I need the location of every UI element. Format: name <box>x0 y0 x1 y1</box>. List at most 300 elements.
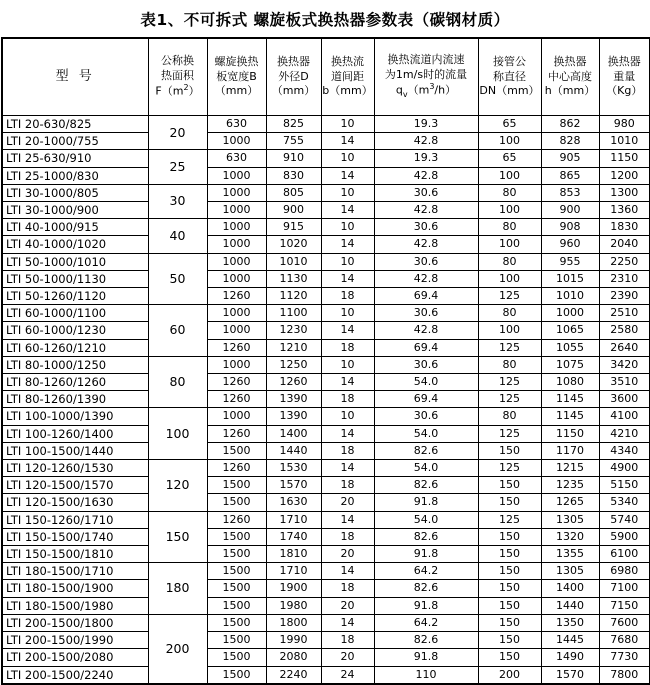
cell-weight: 7100 <box>599 580 650 597</box>
cell-plate-width: 1260 <box>207 374 266 391</box>
table-row <box>2 580 650 597</box>
cell-flow-rate: 82.6 <box>374 442 478 459</box>
cell-outer-diameter: 915 <box>266 219 321 236</box>
cell-channel-gap: 10 <box>321 305 374 322</box>
header-row <box>2 38 650 116</box>
table-row <box>2 546 650 563</box>
cell-outer-diameter: 1120 <box>266 288 321 305</box>
cell-plate-width: 1260 <box>207 339 266 356</box>
table-row <box>2 649 650 666</box>
cell-center-height: 1235 <box>541 477 599 494</box>
cell-nozzle-dn: 80 <box>478 184 541 201</box>
cell-outer-diameter: 900 <box>266 202 321 219</box>
cell-outer-diameter: 1810 <box>266 546 321 563</box>
cell-model: LTI 150-1260/1710 <box>2 511 148 528</box>
cell-center-height: 1265 <box>541 494 599 511</box>
cell-weight: 1150 <box>599 150 650 167</box>
cell-outer-diameter: 910 <box>266 150 321 167</box>
cell-flow-rate: 42.8 <box>374 202 478 219</box>
cell-flow-rate: 54.0 <box>374 511 478 528</box>
cell-plate-width: 1000 <box>207 356 266 373</box>
header-line: $F(m^2)$ <box>155 83 200 99</box>
cell-model: LTI 200-1500/1800 <box>2 614 148 631</box>
cell-model: LTI 50-1260/1120 <box>2 288 148 305</box>
cell-weight: 5900 <box>599 528 650 545</box>
cell-flow-rate: 30.6 <box>374 184 478 201</box>
cell-weight: 5150 <box>599 477 650 494</box>
cell-plate-width: 1260 <box>207 460 266 477</box>
cell-nozzle-dn: 150 <box>478 597 541 614</box>
cell-outer-diameter: 1900 <box>266 580 321 597</box>
cell-nozzle-dn: 150 <box>478 494 541 511</box>
cell-flow-rate: 110 <box>374 666 478 684</box>
cell-channel-gap: 14 <box>321 460 374 477</box>
header-line: 热面积 <box>161 68 194 82</box>
header-line: b（mm） <box>322 84 373 98</box>
cell-weight: 7800 <box>599 666 650 684</box>
cell-nozzle-dn: 100 <box>478 202 541 219</box>
cell-model: LTI 150-1500/1810 <box>2 546 148 563</box>
cell-weight: 980 <box>599 116 650 133</box>
header-line: 换热流道内流速 <box>387 53 465 67</box>
cell-center-height: 1400 <box>541 580 599 597</box>
cell-model: LTI 120-1260/1530 <box>2 460 148 477</box>
cell-center-height: 1010 <box>541 288 599 305</box>
cell-nozzle-dn: 80 <box>478 305 541 322</box>
cell-model: LTI 180-1500/1980 <box>2 597 148 614</box>
cell-center-height: 1350 <box>541 614 599 631</box>
header-line: 型 号 <box>55 69 95 85</box>
cell-model: LTI 60-1000/1100 <box>2 305 148 322</box>
cell-channel-gap: 18 <box>321 477 374 494</box>
cell-model: LTI 30-1000/900 <box>2 202 148 219</box>
cell-model: LTI 120-1500/1630 <box>2 494 148 511</box>
cell-plate-width: 1000 <box>207 202 266 219</box>
cell-area: 200 <box>148 614 207 683</box>
cell-channel-gap: 20 <box>321 649 374 666</box>
cell-plate-width: 1000 <box>207 184 266 201</box>
cell-model: LTI 200-1500/2240 <box>2 666 148 684</box>
cell-outer-diameter: 1020 <box>266 236 321 253</box>
cell-flow-rate: 64.2 <box>374 563 478 580</box>
cell-nozzle-dn: 150 <box>478 528 541 545</box>
cell-model: LTI 40-1000/915 <box>2 219 148 236</box>
table-row <box>2 460 650 477</box>
header-center-height <box>541 38 599 116</box>
cell-nozzle-dn: 125 <box>478 425 541 442</box>
cell-area: 180 <box>148 563 207 615</box>
cell-model: LTI 60-1260/1210 <box>2 339 148 356</box>
cell-outer-diameter: 1230 <box>266 322 321 339</box>
cell-center-height: 908 <box>541 219 599 236</box>
cell-weight: 3510 <box>599 374 650 391</box>
cell-center-height: 905 <box>541 150 599 167</box>
cell-nozzle-dn: 150 <box>478 563 541 580</box>
cell-outer-diameter: 755 <box>266 133 321 150</box>
cell-area: 50 <box>148 253 207 305</box>
cell-weight: 7680 <box>599 632 650 649</box>
cell-model: LTI 200-1500/1990 <box>2 632 148 649</box>
cell-center-height: 1440 <box>541 597 599 614</box>
cell-area: 20 <box>148 116 207 150</box>
cell-flow-rate: 30.6 <box>374 305 478 322</box>
header-outer-diameter <box>266 38 321 116</box>
cell-plate-width: 1000 <box>207 133 266 150</box>
cell-channel-gap: 14 <box>321 614 374 631</box>
cell-center-height: 853 <box>541 184 599 201</box>
header-line: 外径D <box>278 69 309 83</box>
table-row <box>2 408 650 425</box>
header-line: DN（mm） <box>479 84 540 98</box>
cell-center-height: 955 <box>541 253 599 270</box>
cell-area: 150 <box>148 511 207 563</box>
cell-plate-width: 630 <box>207 116 266 133</box>
cell-flow-rate: 82.6 <box>374 632 478 649</box>
cell-weight: 6980 <box>599 563 650 580</box>
cell-channel-gap: 14 <box>321 167 374 184</box>
cell-center-height: 1445 <box>541 632 599 649</box>
cell-nozzle-dn: 65 <box>478 150 541 167</box>
cell-nozzle-dn: 125 <box>478 391 541 408</box>
cell-channel-gap: 14 <box>321 511 374 528</box>
cell-weight: 4100 <box>599 408 650 425</box>
cell-outer-diameter: 1390 <box>266 391 321 408</box>
cell-plate-width: 1000 <box>207 167 266 184</box>
cell-area: 40 <box>148 219 207 253</box>
cell-weight: 2510 <box>599 305 650 322</box>
header-line: 换热器 <box>277 55 310 69</box>
spec-table <box>1 37 650 685</box>
cell-center-height: 1570 <box>541 666 599 684</box>
cell-area: 30 <box>148 184 207 218</box>
cell-channel-gap: 18 <box>321 580 374 597</box>
table-row <box>2 270 650 287</box>
cell-center-height: 1145 <box>541 408 599 425</box>
cell-flow-rate: 30.6 <box>374 408 478 425</box>
header-line: h（mm） <box>544 84 596 98</box>
cell-model: LTI 180-1500/1900 <box>2 580 148 597</box>
cell-model: LTI 25-1000/830 <box>2 167 148 184</box>
table-row <box>2 614 650 631</box>
cell-outer-diameter: 1800 <box>266 614 321 631</box>
cell-channel-gap: 18 <box>321 442 374 459</box>
cell-channel-gap: 20 <box>321 494 374 511</box>
cell-nozzle-dn: 65 <box>478 116 541 133</box>
cell-weight: 7730 <box>599 649 650 666</box>
cell-channel-gap: 10 <box>321 408 374 425</box>
table-row <box>2 391 650 408</box>
cell-nozzle-dn: 80 <box>478 408 541 425</box>
cell-flow-rate: 91.8 <box>374 597 478 614</box>
cell-channel-gap: 10 <box>321 219 374 236</box>
cell-channel-gap: 14 <box>321 322 374 339</box>
cell-channel-gap: 18 <box>321 339 374 356</box>
cell-outer-diameter: 1630 <box>266 494 321 511</box>
cell-model: LTI 30-1000/805 <box>2 184 148 201</box>
cell-weight: 2040 <box>599 236 650 253</box>
header-channel-gap <box>321 38 374 116</box>
cell-weight: 1830 <box>599 219 650 236</box>
header-plate-width <box>207 38 266 116</box>
cell-flow-rate: 42.8 <box>374 236 478 253</box>
cell-flow-rate: 54.0 <box>374 460 478 477</box>
cell-model: LTI 25-630/910 <box>2 150 148 167</box>
cell-nozzle-dn: 125 <box>478 460 541 477</box>
cell-flow-rate: 54.0 <box>374 374 478 391</box>
cell-model: LTI 80-1260/1390 <box>2 391 148 408</box>
cell-center-height: 960 <box>541 236 599 253</box>
cell-center-height: 828 <box>541 133 599 150</box>
table-row <box>2 374 650 391</box>
cell-outer-diameter: 2240 <box>266 666 321 684</box>
cell-channel-gap: 10 <box>321 116 374 133</box>
cell-weight: 2640 <box>599 339 650 356</box>
cell-channel-gap: 18 <box>321 391 374 408</box>
table-row <box>2 150 650 167</box>
cell-plate-width: 1500 <box>207 477 266 494</box>
cell-plate-width: 1500 <box>207 563 266 580</box>
header-line: 板宽度B <box>216 69 257 83</box>
cell-center-height: 1000 <box>541 305 599 322</box>
cell-plate-width: 1000 <box>207 219 266 236</box>
cell-weight: 1300 <box>599 184 650 201</box>
cell-plate-width: 1500 <box>207 649 266 666</box>
header-line: 螺旋换热 <box>214 55 259 69</box>
cell-channel-gap: 14 <box>321 133 374 150</box>
cell-flow-rate: 82.6 <box>374 477 478 494</box>
cell-nozzle-dn: 80 <box>478 219 541 236</box>
cell-model: LTI 20-1000/755 <box>2 133 148 150</box>
cell-plate-width: 1500 <box>207 632 266 649</box>
header-line: （Kg） <box>606 84 643 98</box>
cell-flow-rate: 91.8 <box>374 649 478 666</box>
table-row <box>2 236 650 253</box>
cell-model: LTI 80-1000/1250 <box>2 356 148 373</box>
cell-outer-diameter: 1440 <box>266 442 321 459</box>
cell-flow-rate: 69.4 <box>374 391 478 408</box>
cell-channel-gap: 10 <box>321 184 374 201</box>
cell-area: 80 <box>148 356 207 408</box>
cell-model: LTI 50-1000/1130 <box>2 270 148 287</box>
cell-flow-rate: 42.8 <box>374 133 478 150</box>
table-row <box>2 425 650 442</box>
cell-weight: 4210 <box>599 425 650 442</box>
table-row <box>2 356 650 373</box>
table-row <box>2 167 650 184</box>
cell-plate-width: 1260 <box>207 425 266 442</box>
cell-channel-gap: 14 <box>321 270 374 287</box>
cell-channel-gap: 10 <box>321 253 374 270</box>
header-flow-rate <box>374 38 478 116</box>
cell-weight: 4340 <box>599 442 650 459</box>
cell-center-height: 1320 <box>541 528 599 545</box>
cell-channel-gap: 10 <box>321 356 374 373</box>
cell-nozzle-dn: 100 <box>478 236 541 253</box>
page-title: 表1、不可拆式 螺旋板式换热器参数表（碳钢材质） <box>140 11 510 29</box>
cell-plate-width: 1260 <box>207 288 266 305</box>
cell-outer-diameter: 1260 <box>266 374 321 391</box>
cell-outer-diameter: 1010 <box>266 253 321 270</box>
cell-plate-width: 1260 <box>207 391 266 408</box>
cell-nozzle-dn: 150 <box>478 477 541 494</box>
cell-channel-gap: 14 <box>321 563 374 580</box>
cell-nozzle-dn: 150 <box>478 649 541 666</box>
cell-channel-gap: 18 <box>321 528 374 545</box>
cell-model: LTI 100-1000/1390 <box>2 408 148 425</box>
table-row <box>2 305 650 322</box>
cell-nozzle-dn: 80 <box>478 253 541 270</box>
cell-channel-gap: 20 <box>321 597 374 614</box>
cell-weight: 4900 <box>599 460 650 477</box>
header-weight <box>599 38 650 116</box>
cell-outer-diameter: 1400 <box>266 425 321 442</box>
cell-nozzle-dn: 100 <box>478 270 541 287</box>
table-header <box>2 38 650 116</box>
header-line: 换热器 <box>553 55 587 69</box>
cell-plate-width: 1000 <box>207 322 266 339</box>
cell-plate-width: 1260 <box>207 511 266 528</box>
cell-nozzle-dn: 200 <box>478 666 541 684</box>
header-model <box>2 38 148 116</box>
cell-weight: 1360 <box>599 202 650 219</box>
header-line: 称直径 <box>493 69 526 83</box>
cell-weight: 3420 <box>599 356 650 373</box>
cell-outer-diameter: 1210 <box>266 339 321 356</box>
cell-center-height: 1075 <box>541 356 599 373</box>
cell-center-height: 1170 <box>541 442 599 459</box>
cell-weight: 5740 <box>599 511 650 528</box>
table-body <box>2 116 650 684</box>
cell-weight: 7150 <box>599 597 650 614</box>
header-line: 重量 <box>613 69 636 83</box>
cell-flow-rate: 82.6 <box>374 580 478 597</box>
cell-channel-gap: 14 <box>321 236 374 253</box>
cell-flow-rate: 30.6 <box>374 253 478 270</box>
cell-outer-diameter: 805 <box>266 184 321 201</box>
cell-flow-rate: 30.6 <box>374 356 478 373</box>
cell-outer-diameter: 1100 <box>266 305 321 322</box>
header-line: 换热流 <box>331 55 364 69</box>
cell-plate-width: 1500 <box>207 614 266 631</box>
cell-outer-diameter: 1710 <box>266 563 321 580</box>
cell-center-height: 1215 <box>541 460 599 477</box>
cell-plate-width: 1000 <box>207 253 266 270</box>
header-area <box>148 38 207 116</box>
cell-model: LTI 40-1000/1020 <box>2 236 148 253</box>
cell-plate-width: 1500 <box>207 442 266 459</box>
table-row <box>2 494 650 511</box>
cell-model: LTI 200-1500/2080 <box>2 649 148 666</box>
cell-center-height: 865 <box>541 167 599 184</box>
cell-nozzle-dn: 150 <box>478 614 541 631</box>
table-row <box>2 133 650 150</box>
table-row <box>2 288 650 305</box>
cell-nozzle-dn: 150 <box>478 442 541 459</box>
cell-plate-width: 1000 <box>207 236 266 253</box>
table-row <box>2 511 650 528</box>
cell-outer-diameter: 1530 <box>266 460 321 477</box>
cell-flow-rate: 82.6 <box>374 528 478 545</box>
table-row <box>2 202 650 219</box>
cell-nozzle-dn: 100 <box>478 322 541 339</box>
table-row <box>2 253 650 270</box>
cell-flow-rate: 69.4 <box>374 288 478 305</box>
cell-model: LTI 50-1000/1010 <box>2 253 148 270</box>
header-line: 换热器 <box>607 55 641 69</box>
cell-outer-diameter: 830 <box>266 167 321 184</box>
cell-flow-rate: 42.8 <box>374 270 478 287</box>
cell-center-height: 1015 <box>541 270 599 287</box>
cell-area: 120 <box>148 460 207 512</box>
cell-model: LTI 100-1500/1440 <box>2 442 148 459</box>
cell-flow-rate: 64.2 <box>374 614 478 631</box>
table-row <box>2 322 650 339</box>
cell-nozzle-dn: 80 <box>478 356 541 373</box>
cell-center-height: 1150 <box>541 425 599 442</box>
cell-area: 100 <box>148 408 207 460</box>
cell-center-height: 1055 <box>541 339 599 356</box>
cell-channel-gap: 14 <box>321 425 374 442</box>
cell-outer-diameter: 1390 <box>266 408 321 425</box>
cell-flow-rate: 19.3 <box>374 116 478 133</box>
cell-weight: 2390 <box>599 288 650 305</box>
cell-plate-width: 630 <box>207 150 266 167</box>
cell-plate-width: 1500 <box>207 494 266 511</box>
cell-center-height: 900 <box>541 202 599 219</box>
cell-channel-gap: 20 <box>321 546 374 563</box>
cell-nozzle-dn: 150 <box>478 632 541 649</box>
table-row <box>2 632 650 649</box>
cell-channel-gap: 10 <box>321 150 374 167</box>
cell-flow-rate: 19.3 <box>374 150 478 167</box>
cell-plate-width: 1500 <box>207 580 266 597</box>
cell-model: LTI 180-1500/1710 <box>2 563 148 580</box>
table-row <box>2 184 650 201</box>
cell-center-height: 1305 <box>541 563 599 580</box>
cell-nozzle-dn: 100 <box>478 133 541 150</box>
cell-center-height: 1355 <box>541 546 599 563</box>
header-line: （mm） <box>214 84 259 98</box>
cell-flow-rate: 42.8 <box>374 167 478 184</box>
cell-channel-gap: 14 <box>321 374 374 391</box>
cell-model: LTI 100-1260/1400 <box>2 425 148 442</box>
cell-nozzle-dn: 125 <box>478 511 541 528</box>
cell-model: LTI 20-630/825 <box>2 116 148 133</box>
header-line: 中心高度 <box>548 69 592 83</box>
cell-model: LTI 120-1500/1570 <box>2 477 148 494</box>
cell-flow-rate: 30.6 <box>374 219 478 236</box>
cell-nozzle-dn: 100 <box>478 167 541 184</box>
cell-model: LTI 80-1260/1260 <box>2 374 148 391</box>
cell-weight: 1010 <box>599 133 650 150</box>
cell-center-height: 1305 <box>541 511 599 528</box>
table-row <box>2 477 650 494</box>
header-line: 接管公 <box>493 55 526 69</box>
table-row <box>2 116 650 133</box>
header-nozzle-dn <box>478 38 541 116</box>
cell-plate-width: 1000 <box>207 270 266 287</box>
cell-plate-width: 1500 <box>207 546 266 563</box>
header-line: 公称换 <box>161 54 194 68</box>
cell-outer-diameter: 1710 <box>266 511 321 528</box>
table-row <box>2 528 650 545</box>
cell-channel-gap: 18 <box>321 288 374 305</box>
cell-plate-width: 1500 <box>207 597 266 614</box>
cell-area: 25 <box>148 150 207 184</box>
cell-flow-rate: 54.0 <box>374 425 478 442</box>
cell-nozzle-dn: 150 <box>478 580 541 597</box>
cell-outer-diameter: 825 <box>266 116 321 133</box>
